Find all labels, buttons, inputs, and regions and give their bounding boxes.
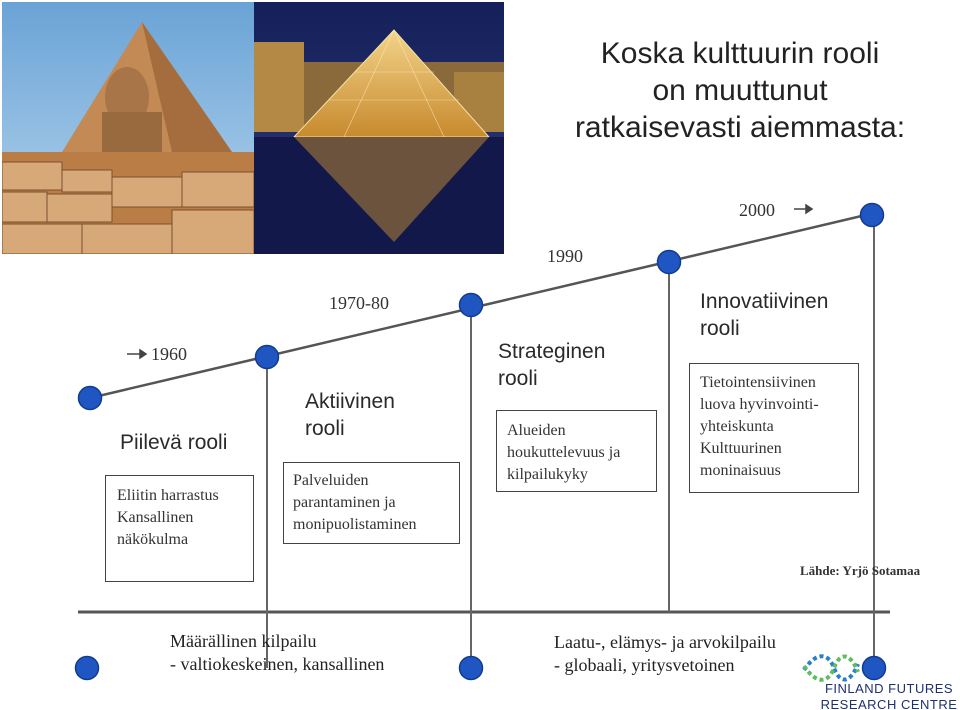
timeline-node xyxy=(460,657,483,680)
title-line: Koska kulttuurin rooli xyxy=(600,37,880,70)
bottom-left-text: Määrällinen kilpailu - valtiokeskeinen, kansallinen xyxy=(170,631,385,674)
arrow-icon xyxy=(806,205,812,213)
timeline-node xyxy=(460,294,483,317)
timeline-node xyxy=(76,657,99,680)
timeline-node xyxy=(658,251,681,274)
source-note: Lähde: Yrjö Sotamaa xyxy=(800,563,921,578)
role-heading: Strateginen rooli xyxy=(498,340,606,390)
bottom-right-text: Laatu-, elämys- ja arvokilpailu - globaali, yritysvetoinen xyxy=(554,632,776,675)
description-box: Tietointensiivinen luova hyvinvointi- yhteiskunta Kulttuurinen moninaisuus xyxy=(689,363,859,493)
ffrc-logo-text: FINLAND FUTURES RESEARCH CENTRE xyxy=(820,681,958,710)
timeline-node xyxy=(256,346,279,369)
year-label: 2000 xyxy=(739,200,775,220)
timeline-node xyxy=(79,387,102,410)
arrow-icon xyxy=(140,350,146,358)
role-heading: Innovatiivinen rooli xyxy=(700,290,829,340)
role-heading: Aktiivinen rooli xyxy=(305,390,395,440)
description-box: Eliitin harrastus Kansallinen näkökulma xyxy=(105,475,254,582)
year-label: 1990 xyxy=(547,246,583,266)
description-box: Palveluiden parantaminen ja monipuolistaminen xyxy=(283,462,460,544)
title-line: ratkaisevasti aiemmasta: xyxy=(574,111,906,144)
year-label: 1960 xyxy=(151,344,187,364)
year-label: 1970-80 xyxy=(329,293,389,313)
timeline-node xyxy=(863,657,886,680)
description-box: Alueiden houkuttelevuus ja kilpailukyky xyxy=(496,410,657,492)
role-heading: Piilevä rooli xyxy=(120,431,228,454)
timeline-node xyxy=(861,204,884,227)
title-line: on muuttunut xyxy=(652,74,828,107)
